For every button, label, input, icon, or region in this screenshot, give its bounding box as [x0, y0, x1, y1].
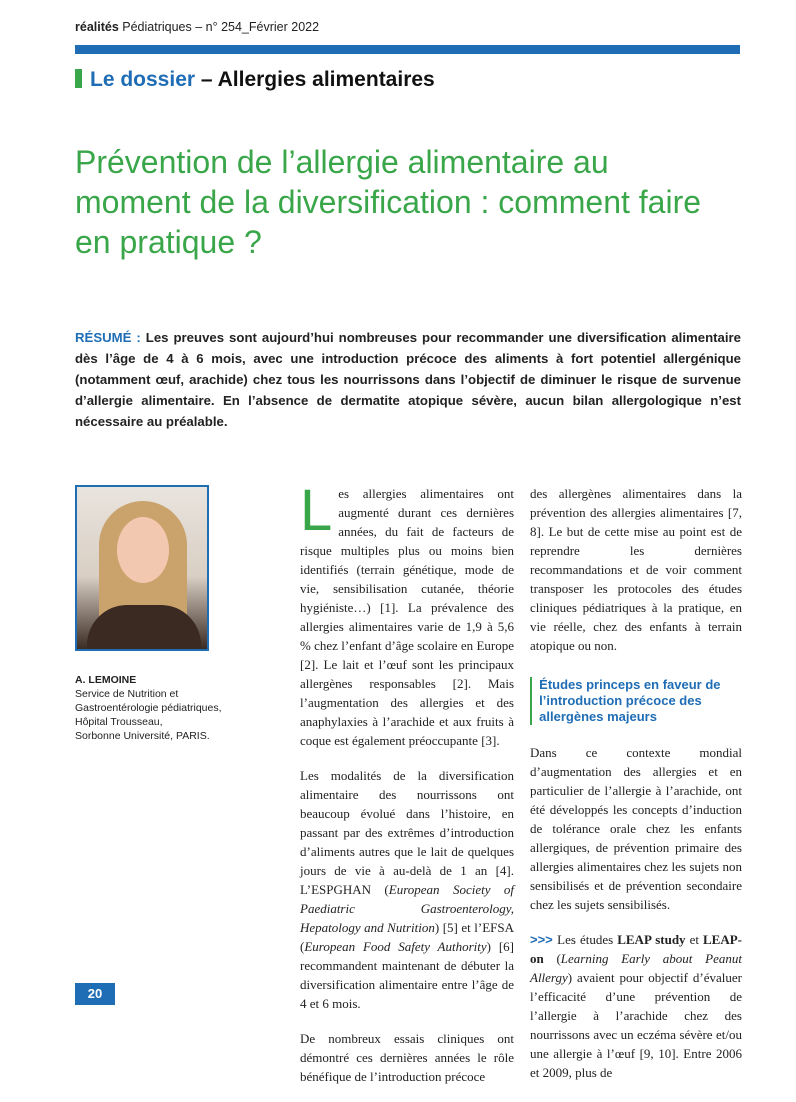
leap-text-and: et [685, 932, 704, 947]
author-block [75, 673, 250, 743]
p2-italic-efsa: European Food Safety Authority [304, 939, 487, 954]
journal-issue: Pédiatriques – n° 254_Février 2022 [118, 20, 320, 34]
body-column-1 [300, 478, 515, 1102]
leap-text-paren: ( [543, 951, 561, 966]
p2-text-a: Les modalités de la diversification alimentaire des nourrissons ont beaucoup évolué dans l’histoire, en passant par des extrêmes d’introduction d’aliments autres que le lait de quelques jours de vie à au-delà de 1 an [4]. L’ESPGHAN ( [300, 768, 514, 897]
dossier-topic: Allergies alimentaires [217, 68, 435, 91]
page-number: 20 [75, 983, 115, 1005]
journal-header [75, 20, 319, 34]
leap-italic: Learning Early about Peanut Allergy [530, 951, 742, 985]
summary-text: Les preuves sont aujourd’hui nombreuses pour recommander une diversification alimentaire dès l’âge de 4 à 6 mois, avec une introduction précoce des aliments à fort potentiel allergénique (notamment œuf, arachide) chez tous les nourrissons dans l’objectif de diminuer le risque de survenue d’allergie alimentaire. En l’absence de dermatite atopique sévère, aucun bilan allergologique n’est nécessaire au préalable. [75, 330, 741, 429]
author-affiliation-1: Service de Nutrition et Gastroentérologie pédiatriques, Hôpital Trousseau, [75, 688, 222, 728]
journal-brand: réalités [75, 20, 119, 34]
photo-shirt [87, 605, 201, 651]
article-summary [75, 327, 741, 432]
paragraph-essais: De nombreux essais cliniques ont démontré ces dernières années le rôle bénéfique de l’introduction précoce [300, 1031, 514, 1084]
section-heading [530, 677, 742, 725]
leap-text-d: ) avaient pour objectif d’évaluer l’efficacité d’une prévention de l’allergie à l’arachide chez des nourrissons avec un eczéma sévère et/ou une allergie à l’œuf [9, 10]. Entre 2006 et 2009, plus de [530, 970, 742, 1080]
article-title: Prévention de l’allergie alimentaire au moment de la diversification : comment faire en pratique ? [75, 144, 702, 260]
author-affiliation-2: Sorbonne Université, PARIS. [75, 730, 210, 742]
author-name: A. LEMOINE [75, 674, 137, 686]
dossier-label: Le dossier [90, 68, 196, 91]
p2-text-b: ) [5] et l’EFSA ( [300, 920, 514, 954]
leap-study-name: LEAP study [617, 932, 686, 947]
p2-italic-espghan: European Society of Paediatric Gastroenterology, Hepatology and Nutrition [300, 882, 515, 935]
header-rule [75, 45, 740, 54]
intro-text: es allergies alimentaires ont augmenté durant ces dernières années, du fait de facteurs de risque multiples plus ou moins bien identifiés (terrain génétique, mode de vie, sensibilisation cutanée, théorie hygiéniste…) [1]. La prévalence des allergies alimentaires varie de 1,9 à 5,6 % chez l’enfant d’âge scolaire en Europe [2]. Le lait et l’œuf sont les principaux allergènes responsables [2]. Mais l’augmentation des allergies et des anaphylaxies à l’arachide et aux fruits à coque est également préoccupante [3]. [300, 486, 514, 748]
section-heading-bar [530, 677, 532, 725]
paragraph-leap [530, 930, 742, 1082]
leap-text-a: Les études [557, 932, 618, 947]
paragraph-diversification [300, 766, 514, 1013]
body-column-2 [530, 484, 742, 1098]
summary-label: RÉSUMÉ : [75, 330, 141, 345]
section-banner [75, 68, 435, 92]
drop-cap: L [300, 478, 333, 543]
arrows-marker: >>> [530, 932, 558, 947]
paragraph-contexte: Dans ce contexte mondial d’augmentation des allergies et en particulier de l’allergie à l’arachide, ont été développés les concepts d’induction de tolérance orale chez les enfants allergiques, de prévention primaire des allergies alimentaires chez les sujets non sensibilisés et de prévention secondaire chez les sujets sensibilisés. [530, 745, 742, 912]
leap-on-name: LEAP-on [530, 932, 743, 966]
photo-face [117, 517, 169, 583]
section-marker [75, 69, 82, 88]
intro-paragraph [300, 478, 514, 750]
p2-text-c: ) [6] recommandent maintenant de débuter la diversification alimentaire entre l’âge de 4 et 6 mois. [300, 939, 514, 1011]
paragraph-continuation: des allergènes alimentaires dans la prévention des allergies alimentaires [7, 8]. Le but de cette mise au point est de reprendre les dernières recommandations et de voir comment transposer les protocoles des études cliniques pédiatriques à la pratique, en vie réelle, chez des enfants à terrain atopique ou non. [530, 486, 742, 653]
author-photo [75, 485, 209, 651]
dossier-separator: – [195, 68, 218, 91]
section-heading-text: Études princeps en faveur de l’introduction précoce des allergènes majeurs [539, 677, 721, 724]
